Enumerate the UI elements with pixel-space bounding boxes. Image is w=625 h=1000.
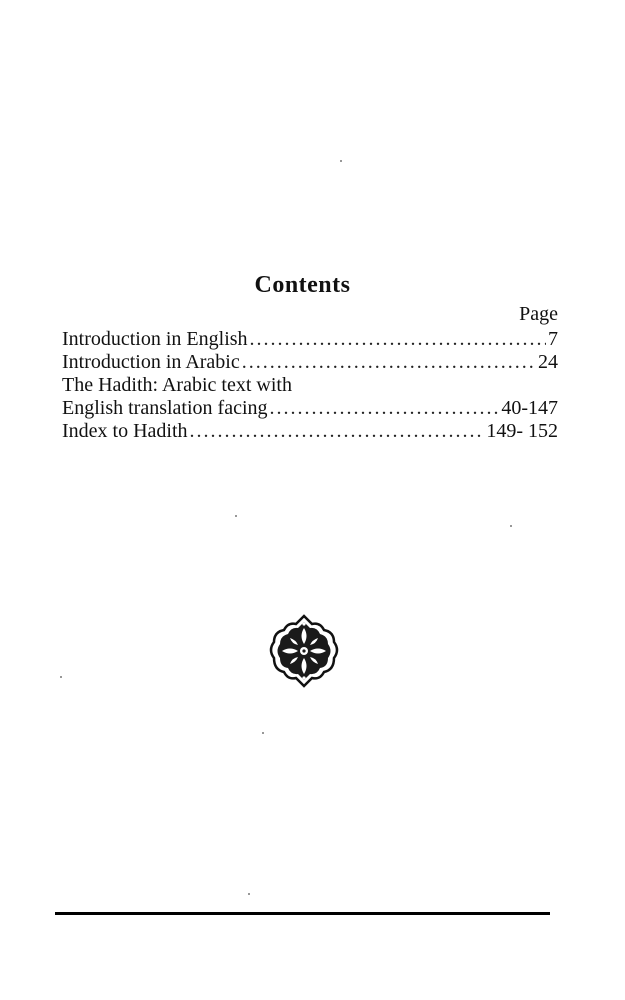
toc-entry-page: 40-147 xyxy=(501,397,558,419)
scan-speck xyxy=(60,676,62,678)
page-column-heading: Page xyxy=(519,303,558,325)
contents-title: Contents xyxy=(254,272,351,298)
toc-entry-label: English translation facing xyxy=(62,397,268,419)
toc-entry-page: 149- 152 xyxy=(486,420,558,442)
footer-rule xyxy=(55,912,550,915)
toc-entry-intro-arabic[interactable] xyxy=(62,351,558,374)
arabesque-medallion-icon xyxy=(268,614,340,688)
table-of-contents xyxy=(62,328,558,443)
scan-speck xyxy=(510,525,512,527)
toc-entry-index[interactable] xyxy=(62,420,558,443)
dot-leader xyxy=(270,397,500,420)
toc-entry-label: Introduction in Arabic xyxy=(62,351,240,373)
toc-entry-page: 24 xyxy=(538,351,558,373)
toc-entry-page: 7 xyxy=(548,328,558,350)
scan-speck xyxy=(340,160,342,162)
toc-entry-label: Index to Hadith xyxy=(62,420,188,442)
toc-entry-hadith-line1[interactable] xyxy=(62,374,558,397)
toc-entry-label: Introduction in English xyxy=(62,328,248,350)
toc-entry-label: The Hadith: Arabic text with xyxy=(62,374,292,396)
scan-speck xyxy=(248,893,250,895)
dot-leader xyxy=(242,351,536,374)
toc-entry-intro-english[interactable] xyxy=(62,328,558,351)
dot-leader xyxy=(190,420,485,443)
scan-speck xyxy=(262,732,264,734)
scan-speck xyxy=(235,515,237,517)
dot-leader xyxy=(250,328,546,351)
toc-entry-hadith-translation[interactable] xyxy=(62,397,558,420)
